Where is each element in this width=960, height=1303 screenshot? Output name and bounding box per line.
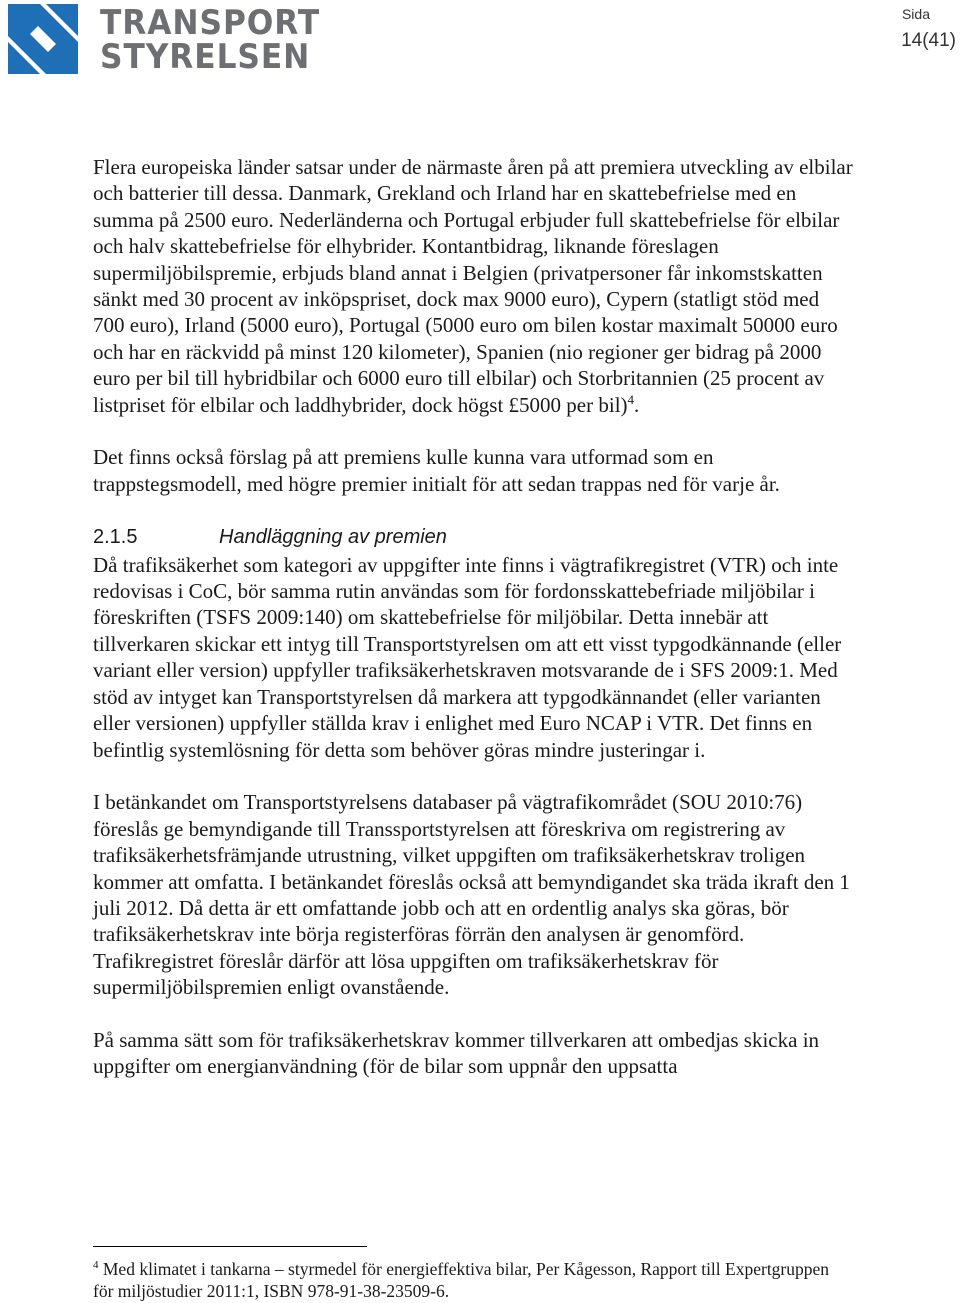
- paragraph: Då trafiksäkerhet som kategori av uppgifter inte finns i vägtrafikregistret (VTR) och inte redovisas i CoC, bör samma rutin användas som för fordonsskattebefriade miljöbilar i föreskriften (TSFS 2009:140) om skattebefrielse för miljöbilar. Detta innebär att tillverkaren skickar ett intyg till Transportstyrelsen om att ett visst typgodkännande (eller variant eller version) uppfyller trafiksäkerhetskraven motsvarande de i SFS 2009:1. Med stöd av intyget kan Transportstyrelsen då markera att typgodkännandet (eller varianten eller versionen) uppfyller ställda krav i enlighet med Euro NCAP i VTR. Det finns en befintlig systemlösning för detta som behöver göras mindre justeringar i.: [93, 552, 842, 762]
- paragraph: På samma sätt som för trafiksäkerhetskrav kommer tillverkaren att ombedjas skicka in uppgifter om energianvändning (för de bilar som uppnår den uppsatta: [93, 1027, 820, 1079]
- paragraph-text: Flera europeiska länder satsar under de närmaste åren på att premiera utveckling av elbilar och batterier till dessa. Danmark, Grekland och Irland har en skattebefrielse med en summa på 2500 euro. Nederländerna och Portugal erbjuder full skattebefrielse för elbilar och halv skattebefrielse för elhybrider. Kontantbidrag, liknande föreslagen supermiljöbilspremie, erbjuds bland annat i Belgien (privatpersoner får inkomstskatten sänkt med 30 procent av inköpspriset, dock max 9000 euro), Cypern (statligt stöd med 700 euro), Irland (5000 euro), Portugal (5000 euro om bilen kostar maximalt 50000 euro och har en räckvidd på minst 120 kilometer), Spanien (nio regioner ger bidrag på 2000 euro per bil till hybridbilar och 6000 euro till elbilar) och Storbritannien (25 procent av listpriset för elbilar och laddhybrider, dock högst £5000 per bil): [93, 155, 853, 417]
- paragraph: I betänkandet om Transportstyrelsens databaser på vägtrafikområdet (SOU 2010:76) föreslås ge bemyndigande till Transsportstyrelsen att föreskriva om registrering av trafiksäkerhetsfrämjande utrustning, vilket uppgiften om trafiksäkerhetskrav troligen kommer att omfatta. I betänkandet föreslås också att bemyndigandet ska träda ikraft den 1 juli 2012. Då detta är ett omfattande jobb och att en ordentlig analys ska göras, bör trafiksäkerhetskrav inte börja registerföras förrän den analysen är genomförd. Trafikregistret föreslår därför att lösa uppgiften om trafiksäkerhetskrav för supermiljöbilspremien enligt ovanstående.: [93, 790, 850, 1000]
- footnote-reference[interactable]: 4: [627, 391, 635, 407]
- footnote-marker: 4: [93, 1259, 99, 1272]
- footnote-text: Med klimatet i tankarna – styrmedel för energieffektiva bilar, Per Kågesson, Rapport till Expertgruppen för miljöstudier 2011:1, ISBN 978-91-38-23509-6.: [93, 1259, 830, 1301]
- footnote: [93, 1258, 853, 1302]
- logo-text-line1: TRANSPORT: [100, 3, 321, 43]
- section-heading: [93, 524, 853, 550]
- document-body: [93, 154, 853, 1106]
- paragraph-end: .: [634, 392, 640, 417]
- logo-text-line2: STYRELSEN: [100, 37, 311, 77]
- paragraph: Det finns också förslag på att premiens kulle kunna vara utformad som en trappstegsmodell, med högre premier initialt för att sedan trappas ned för varje år.: [93, 445, 780, 496]
- section-title: Handläggning av premien: [219, 525, 447, 548]
- page-label: Sida: [901, 6, 930, 22]
- section-number: 2.1.5: [93, 525, 138, 548]
- footnote-divider: [93, 1246, 367, 1247]
- logo-mark-icon: [8, 4, 78, 74]
- transportstyrelsen-logo: [8, 3, 321, 77]
- paragraph: [93, 154, 853, 418]
- page-number: 14(41): [901, 30, 956, 51]
